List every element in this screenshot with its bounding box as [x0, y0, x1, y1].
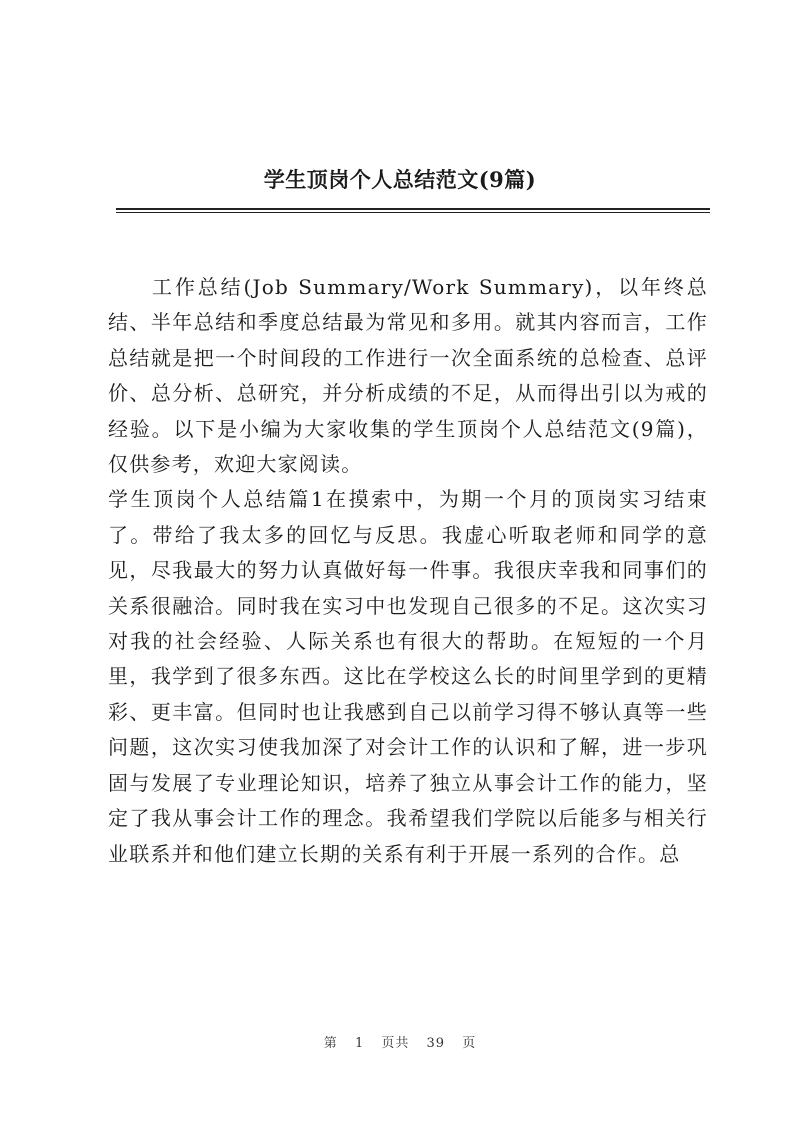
footer-pages-suffix: 页	[462, 1036, 477, 1051]
footer-page-of: 页共	[381, 1036, 410, 1051]
footer-page-label: 第	[323, 1036, 338, 1051]
title-divider	[116, 208, 710, 213]
page-footer	[0, 1032, 800, 1051]
intro-paragraph: 工作总结(Job Summary/Work Summary)，以年终总结、半年总结和季度总结最为常见和多用。就其内容而言，工作总结就是把一个时间段的工作进行一次全面系统的总检查、总评价、总分析、总研究，并分析成绩的不足，从而得出引以为戒的经验。以下是小编为大家收集的学生顶岗个人总结范文(9篇)，仅供参考，欢迎大家阅读。	[108, 275, 708, 477]
document-body	[108, 270, 708, 872]
footer-total-pages: 39	[426, 1036, 446, 1051]
summary-paragraph-1: 学生顶岗个人总结篇1在摸索中，为期一个月的顶岗实习结束了。带给了我太多的回忆与反思。我虚心听取老师和同学的意见，尽我最大的努力认真做好每一件事。我很庆幸我和同事们的关系很融洽。同时我在实习中也发现自己很多的不足。这次实习对我的社会经验、人际关系也有很大的帮助。在短短的一个月里，我学到了很多东西。这比在学校这么长的时间里学到的更精彩、更丰富。但同时也让我感到自己以前学习得不够认真等一些问题，这次实习使我加深了对会计工作的认识和了解，进一步巩固与发展了专业理论知识，培养了独立从事会计工作的能力，坚定了我从事会计工作的理念。我希望我们学院以后能多与相关行业联系并和他们建立长期的关系有利于开展一系列的合作。总	[108, 487, 708, 866]
footer-page-number: 1	[354, 1036, 365, 1051]
document-title: 学生顶岗个人总结范文(9篇)	[263, 167, 537, 192]
